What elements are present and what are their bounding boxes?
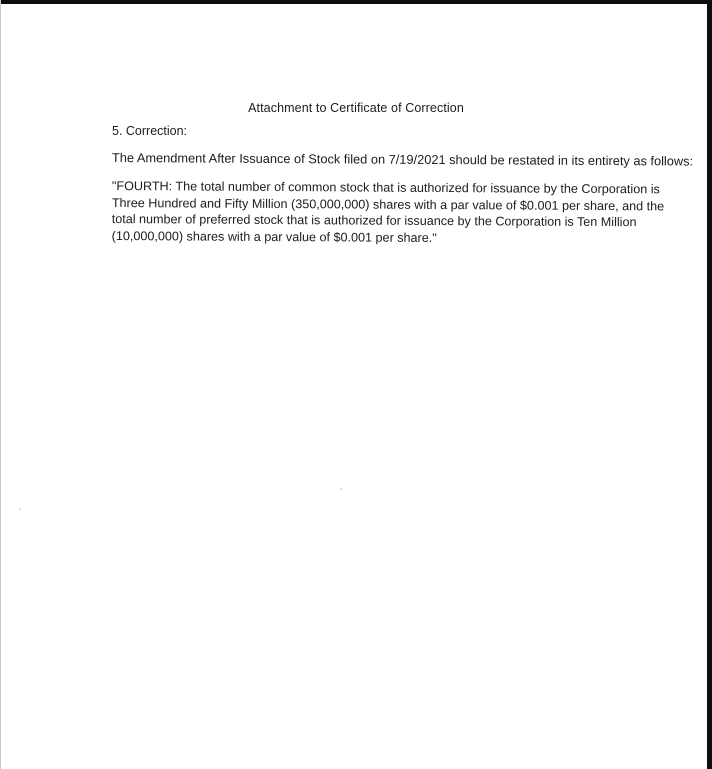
scan-speck [19,508,21,510]
document-title: Attachment to Certificate of Correction [248,101,464,115]
restated-article-text: "FOURTH: The total number of common stock that is authorized for issuance by the Corporation is Three Hundred and Fifty Million (350,000,000) shares with a par value of $0.001 per share, and the total number of preferred stock that is authorized for issuance by the Corporation is Ten Million (10,000,000) shares with a par value of $0.001 per share." [111,178,665,245]
scan-edge-right [707,0,712,769]
scan-speck [340,488,342,490]
section-label: 5. Correction: [112,124,188,138]
scan-edge-left [0,0,1,769]
scan-edge-top [0,0,712,4]
correction-intro: The Amendment After Issuance of Stock filed on 7/19/2021 should be restated in its entirety as follows: [111,150,694,169]
